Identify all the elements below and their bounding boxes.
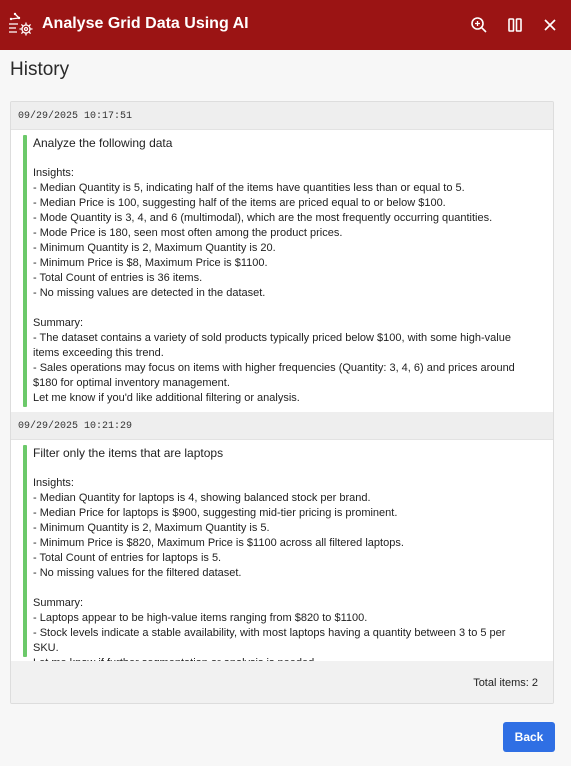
split-view-button[interactable] [502,12,528,38]
entry-accent-bar [23,135,27,407]
total-items-count: Total items: 2 [473,677,538,689]
entry-accent-bar [23,445,27,657]
page-title: History [10,59,70,80]
history-entry [11,102,553,412]
entry-body [11,130,553,412]
entry-timestamp: 09/29/2025 10:17:51 [11,102,553,130]
entry-timestamp: 09/29/2025 10:21:29 [11,412,553,440]
entry-body [11,440,553,662]
list-footer [11,661,553,703]
entry-question: Filter only the items that are laptops [33,446,224,460]
history-list [10,101,554,704]
history-entry [11,412,553,664]
title-bar [0,0,571,50]
entry-answer: Insights: - Median Quantity is 5, indicating half of the items have quantities less than or equal to 5. - Median Price is 100, suggesting half of the items are priced equal to or below $100. - Mode Quantity is 3, 4, and 6 (multimodal), which are the most frequently occurring quantities. - Mode Price is 180, seen most often among the product prices. - Minimum Quantity is 2, Maximum Quantity is 20. - Minimum Price is $8, Maximum Price is $1100. - Total Count of entries is 36 items. - No missing values are detected in the dataset. Summary: - The dataset contains a variety of sold products typically priced below $100, with some high-value items exceeding this trend. - Sales operations may focus on items with higher frequencies (Quantity: 3, 4, 6) and prices around $180 for optimal inventory management. Let me know if you'd like additional filtering or analysis. [33,167,515,404]
ai-settings-icon [7,10,35,38]
entry-content [33,136,533,406]
entry-answer: Insights: - Median Quantity for laptops is 4, showing balanced stock per brand. - Median Price for laptops is $900, suggesting mid-tier pricing is prominent. - Minimum Quantity is 2, Maximum Quantity is 5. - Minimum Price is $820, Maximum Price is $1100 across all filtered laptops. - Total Count of entries for laptops is 5. - No missing values for the filtered dataset. Summary: - Laptops appear to be high-value items ranging from $820 to $1100. - Stock levels indicate a stable availability, with most laptops having a quantity between 3 to 5 per SKU. [33,477,506,654]
zoom-search-icon [470,16,488,34]
close-button[interactable] [537,12,563,38]
columns-icon [507,17,523,33]
entry-question: Analyze the following data [33,136,173,150]
window-title: Analyse Grid Data Using AI [42,15,249,32]
zoom-search-button[interactable] [466,12,492,38]
entry-content [33,446,533,671]
back-button[interactable]: Back [503,722,555,752]
close-icon [543,18,557,32]
